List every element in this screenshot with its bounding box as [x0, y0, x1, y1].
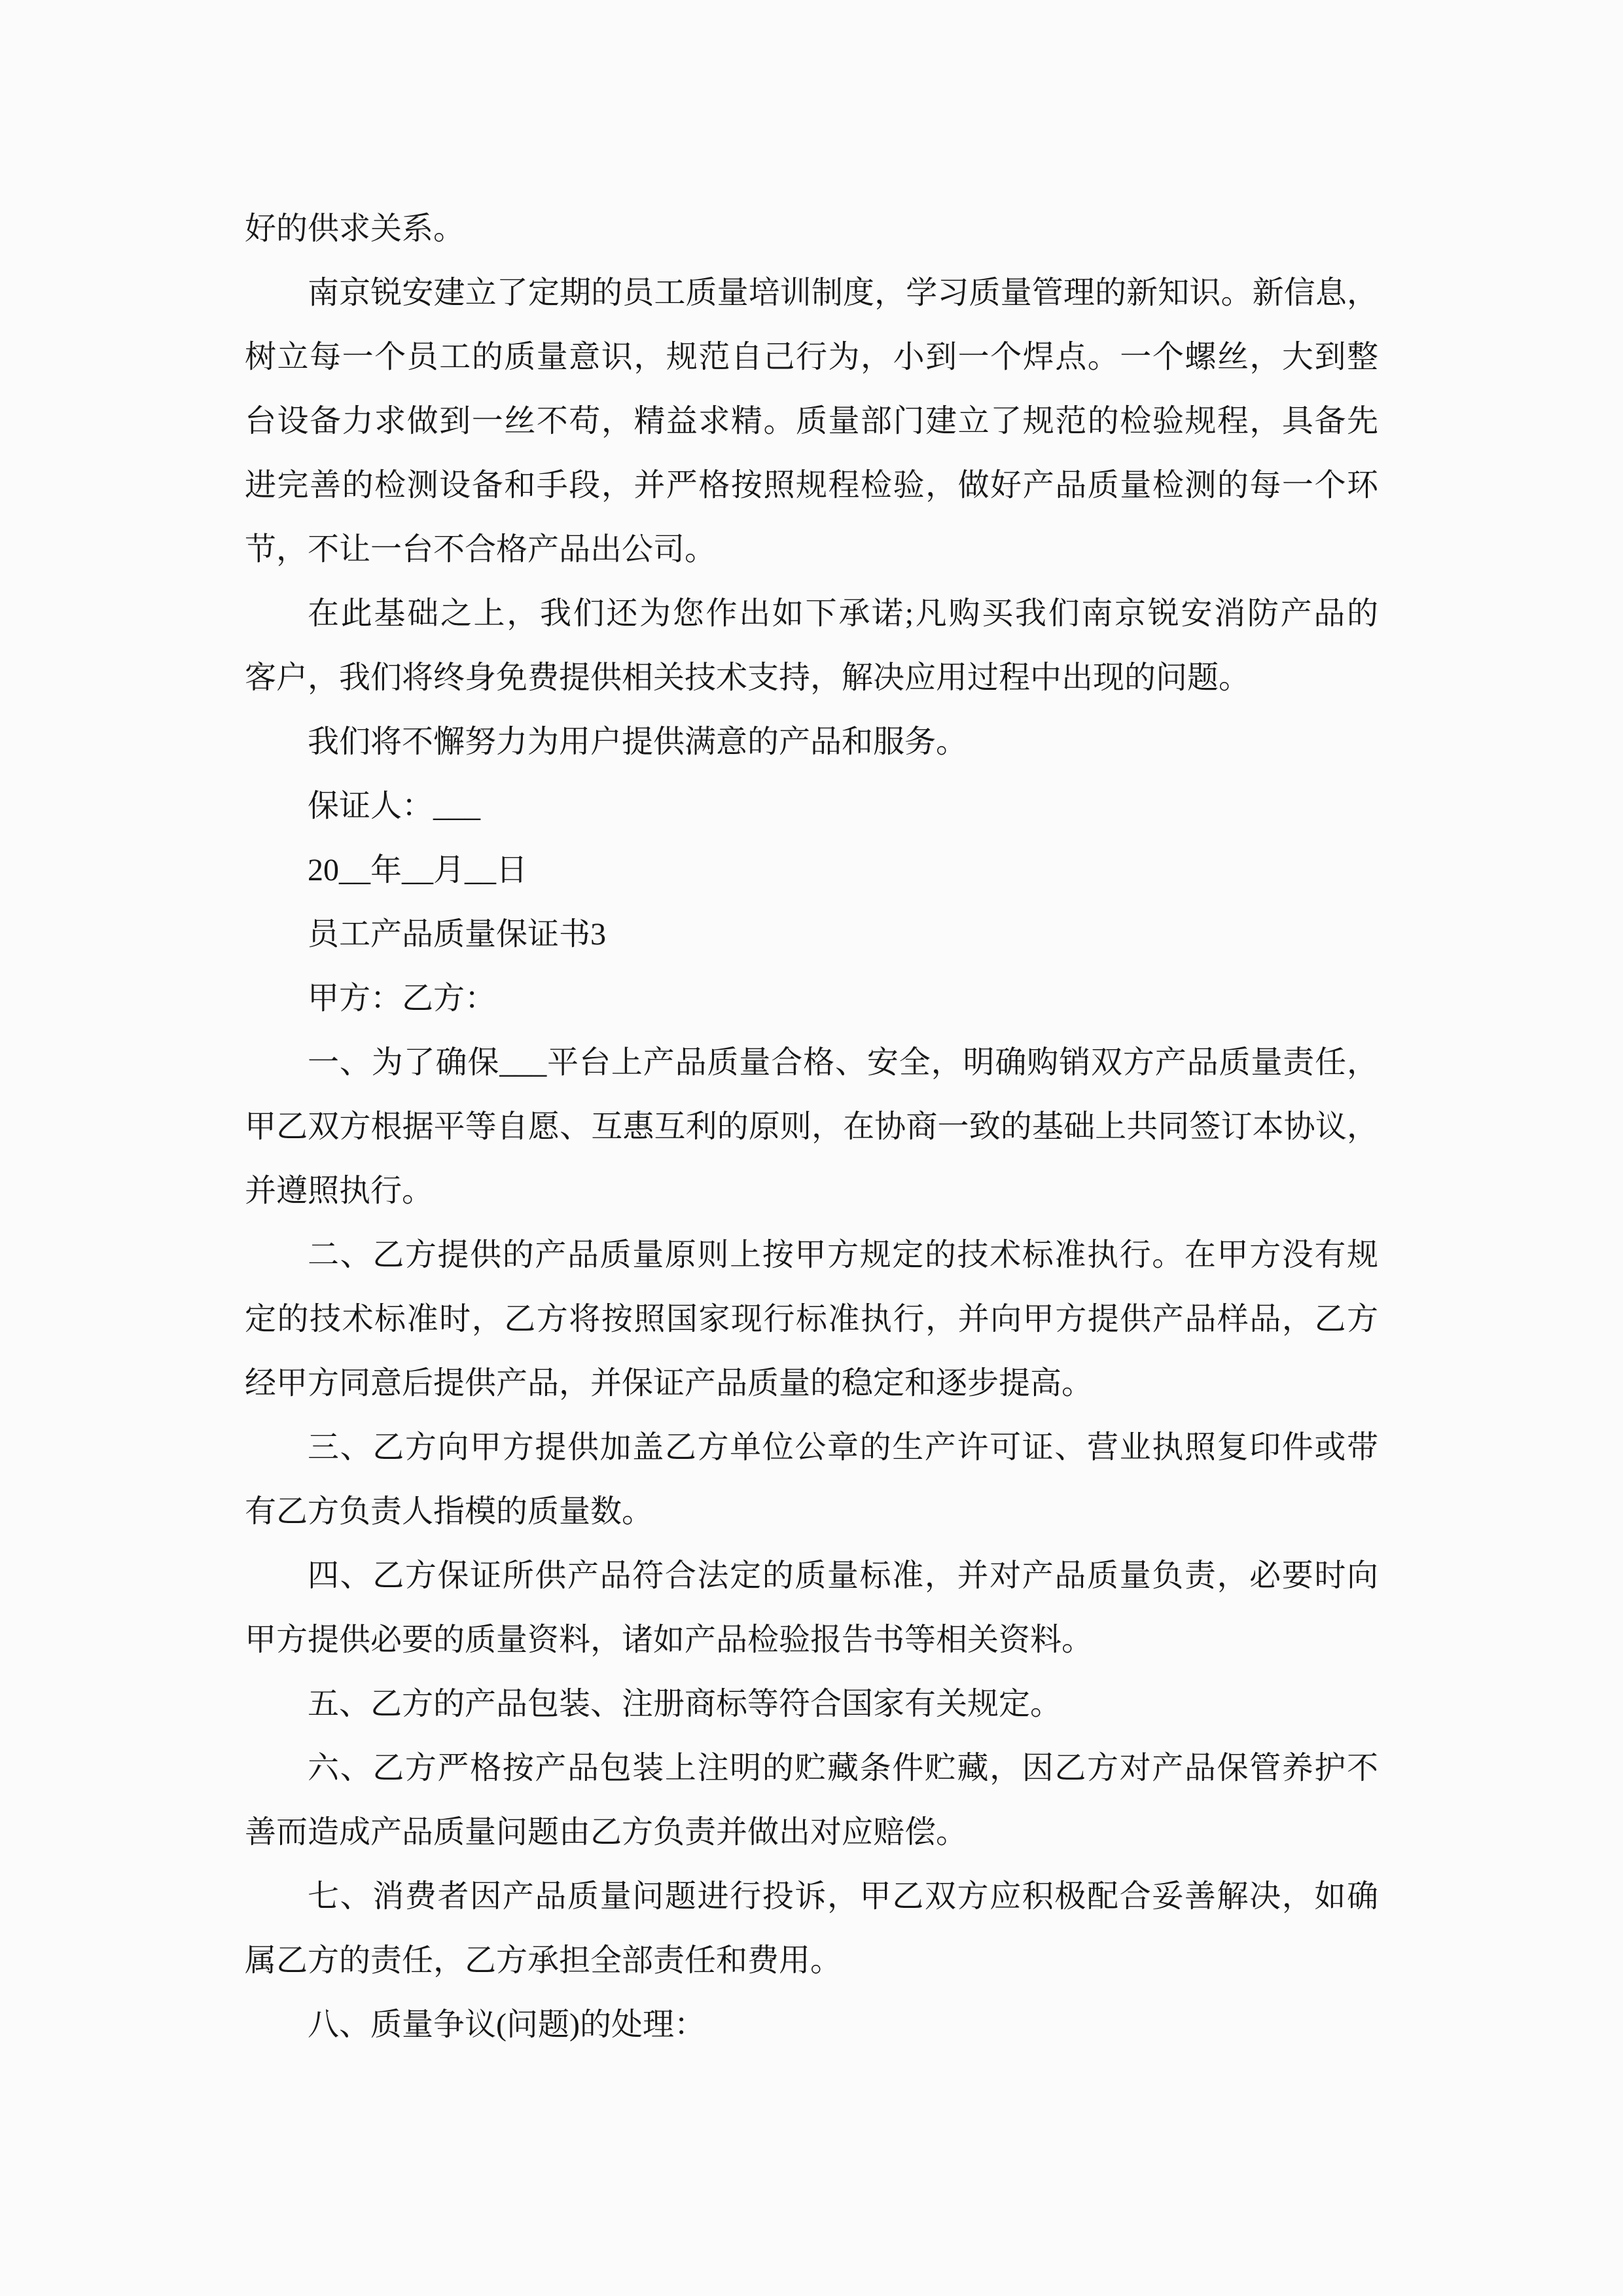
- line-28: 属乙方的责任，乙方承担全部责任和费用。: [245, 1943, 842, 1978]
- line-21: 有乙方负责人指模的质量数。: [245, 1494, 654, 1529]
- line-04: 台设备力求做到一丝不苟，精益求精。质量部门建立了规范的检验规程，具备先: [245, 404, 1378, 439]
- line-01: 好的供求关系。: [245, 211, 465, 246]
- line-18: 定的技术标准时，乙方将按照国家现行标准执行，并向甲方提供产品样品，乙方: [245, 1302, 1378, 1336]
- line-13-parties: 甲方：乙方：: [308, 981, 497, 1016]
- line-05: 进完善的检测设备和手段，并严格按照规程检验，做好产品质量检测的每一个环: [245, 468, 1378, 503]
- line-12-section-title: 员工产品质量保证书3: [308, 917, 607, 952]
- line-15: 甲乙双方根据平等自愿、互惠互利的原则，在协商一致的基础上共同签订本协议，: [245, 1109, 1378, 1144]
- line-25: 六、乙方严格按产品包装上注明的贮藏条件贮藏，因乙方对产品保管养护不: [308, 1751, 1378, 1785]
- line-29: 八、质量争议(问题)的处理：: [308, 2007, 705, 2042]
- line-19: 经甲方同意后提供产品，并保证产品质量的稳定和逐步提高。: [245, 1366, 1094, 1401]
- line-14: 一、为了确保___平台上产品质量合格、安全，明确购销双方产品质量责任，: [308, 1045, 1378, 1080]
- line-20: 三、乙方向甲方提供加盖乙方单位公章的生产许可证、营业执照复印件或带: [308, 1430, 1378, 1465]
- document-body: [245, 197, 1378, 2057]
- line-17: 二、乙方提供的产品质量原则上按甲方规定的技术标准执行。在甲方没有规: [308, 1238, 1378, 1272]
- line-26: 善而造成产品质量问题由乙方负责并做出对应赔偿。: [245, 1815, 968, 1850]
- line-22: 四、乙方保证所供产品符合法定的质量标准，并对产品质量负责，必要时向: [308, 1558, 1378, 1593]
- line-07: 在此基础之上，我们还为您作出如下承诺;凡购买我们南京锐安消防产品的: [308, 596, 1378, 631]
- line-23: 甲方提供必要的质量资料，诸如产品检验报告书等相关资料。: [245, 1623, 1094, 1657]
- line-27: 七、消费者因产品质量问题进行投诉，甲乙双方应积极配合妥善解决，如确: [308, 1879, 1378, 1914]
- line-06: 节，不让一台不合格产品出公司。: [245, 532, 717, 567]
- line-02: 南京锐安建立了定期的员工质量培训制度，学习质量管理的新知识。新信息，: [308, 276, 1378, 310]
- line-08: 客户，我们将终身免费提供相关技术支持，解决应用过程中出现的问题。: [245, 660, 1251, 695]
- line-11-date: 20__年__月__日: [308, 853, 528, 888]
- line-24: 五、乙方的产品包装、注册商标等符合国家有关规定。: [308, 1687, 1062, 1721]
- line-03: 树立每一个员工的质量意识，规范自己行为，小到一个焊点。一个螺丝，大到整: [245, 340, 1378, 374]
- line-09: 我们将不懈努力为用户提供满意的产品和服务。: [308, 725, 968, 759]
- line-16: 并遵照执行。: [245, 1174, 434, 1208]
- line-10-guarantor: 保证人：___: [308, 789, 481, 823]
